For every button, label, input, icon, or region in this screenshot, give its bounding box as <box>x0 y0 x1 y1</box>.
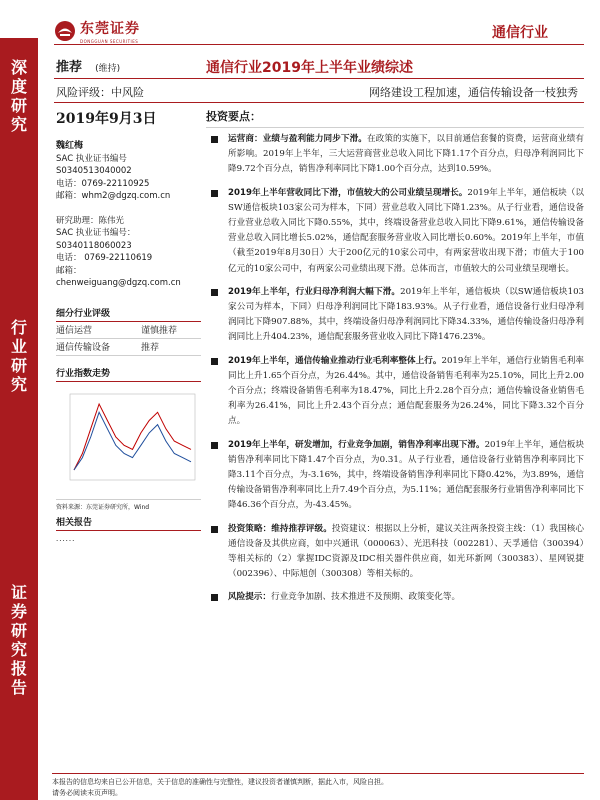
key-point-lead: 风险提示： <box>228 592 271 603</box>
side-strip <box>0 38 38 800</box>
bullet-icon <box>211 358 218 365</box>
bullet-icon <box>211 136 218 143</box>
sub-rating-name: 通信传输设备 <box>56 343 111 353</box>
side-label-securities-report: 证券研究报告 <box>10 583 27 697</box>
chart-series-line-1 <box>74 412 191 470</box>
analyst-cert: S0340513040002 <box>56 166 132 176</box>
brand-name-en: DONGGUAN SECURITIES <box>80 39 139 44</box>
title-divider <box>54 78 584 79</box>
related-reports-title: 相关报告 <box>56 515 201 531</box>
key-point-lead: 2019年上半年，研发增加，行业竞争加剧，销售净利率出现下滑。 <box>228 439 485 450</box>
related-reports-list: ...... <box>56 534 76 543</box>
footer-disclaimer: 本报告的信息均来自已公开信息，关于信息的准确性与完整性，建议投资者谨慎判断，据此入市，风险自担。 <box>52 778 388 786</box>
key-point-lead: 2019年上半年营收同比下滑，市值较大的公司业绩呈现增长。 <box>228 187 468 198</box>
key-points-column <box>206 104 584 606</box>
rating-maintain: (维持) <box>95 64 121 74</box>
brand-logo <box>54 18 140 44</box>
key-point-operators <box>206 132 584 178</box>
report-date: 2019年9月3日 <box>56 111 157 127</box>
bullet-icon <box>211 594 218 601</box>
analyst-email[interactable]: 邮箱：whm2@dgzq.com.cn <box>56 191 171 201</box>
assistant-cert: S0340118060023 <box>56 240 132 251</box>
assistant-name: 研究助理：陈伟光 <box>56 215 125 226</box>
key-point-gross-margin <box>206 354 584 430</box>
analyst-cert-label: SAC 执业证书编号 <box>56 153 127 164</box>
key-point-lead: 2019年上半年，通信传输业推动行业毛利率整体上行。 <box>228 355 442 366</box>
bullet-icon <box>211 442 218 449</box>
industry-label: 通信行业 <box>492 25 548 41</box>
side-label-deep-research: 深度研究 <box>10 58 27 134</box>
sub-rating-name: 通信运营 <box>56 326 93 336</box>
key-point-strategy <box>206 522 584 583</box>
left-column <box>56 104 201 543</box>
chart-series-line-0 <box>74 404 191 470</box>
key-points-title: 投资要点： <box>206 104 584 128</box>
page-footer <box>52 773 584 799</box>
index-trend-svg <box>56 386 201 496</box>
analyst-info <box>56 140 201 290</box>
key-point-text: 投资建议：根据以上分析，建议关注两条投资主线：（1）我国核心通信设备及其供应商，如中兴通讯（000063）、光迅科技（002281）、天孚通信（300394）等相关标的（2）掌握IDC资源及IDC相关器件供应商，如光环新网（300383）、星网锐捷（002396）、中际旭创（300308）等相关标的。 <box>228 523 584 580</box>
assistant-email-label: 邮箱： <box>56 265 82 276</box>
report-subtitle: 网络建设工程加速，通信传输设备一枝独秀 <box>369 86 578 99</box>
sub-rating-row <box>56 322 201 339</box>
key-point-text: 2019年上半年，通信板块（以SW通信板块103家公司为样本，下同）归母净利润同比下降183.93%。从子行业看，通信设备行业归母净利润同比下降907.88%，其中，终端设备归母净利润同比下降34.33%，通信传输设备归母净利润同比上升404.23%，通信配套服务营业收入同比下降1476.23%。 <box>228 286 585 343</box>
key-point-text: 行业竞争加剧、技术推进不及预期、政策变化等。 <box>270 592 461 603</box>
key-point-lead: 投资策略：维持推荐评级。 <box>228 523 332 534</box>
index-trend-chart <box>56 386 201 496</box>
bullet-icon <box>211 289 218 296</box>
bullet-icon <box>211 190 218 197</box>
key-point-risk <box>206 590 584 605</box>
subtitle-divider <box>54 102 584 103</box>
bullet-icon <box>211 526 218 533</box>
sub-rating-value: 谨慎推荐 <box>141 326 178 336</box>
chart-source: 资料来源：东莞证券研究所，Wind <box>56 499 201 511</box>
rating-row <box>56 56 120 75</box>
brand-name: 东莞证券 <box>80 21 140 37</box>
key-point-text: 2019年上半年，通信板块（以SW通信板块103家公司为样本，下同）营业总收入同比下降1.23%。从子行业看，通信设备行业营业总收入同比下降0.55%，其中，终端设备营业总收入同比下降9.61%，通信传输设备营业总收入同比增长5.02%，通信配套服务营业收入同比增长0.60%。2019年上半年，市值（截至2019年8月30日）大于200亿元的10家公司中，有两家营收出现下滑；市值大于100亿元的10家公司中，有两家公司业绩出现下滑。总体而言，市值较大的公司业绩呈现增长。 <box>228 187 585 274</box>
report-title: 通信行业2019年上半年业绩综述 <box>206 60 413 76</box>
key-point-text: 在政策的实施下，以目前通信套餐的资费，运营商业绩有所影响。2019年上半年，三大运营商营业总收入同比下降1.17个百分点，归母净利润同比下降9.72个百分点，销售净利率同比下降1.00个百分点，达到10.59%。 <box>228 134 584 175</box>
rating-label: 推荐 <box>56 60 83 75</box>
sub-rating-row <box>56 339 201 356</box>
brand-logo-icon <box>54 20 76 42</box>
analyst-tel: 电话：0769-22110925 <box>56 178 150 189</box>
chart-frame <box>70 394 195 480</box>
key-point-net-profit <box>206 285 584 346</box>
header-divider <box>54 44 584 45</box>
key-point-net-margin <box>206 438 584 514</box>
index-trend-title: 行业指数走势 <box>56 366 201 382</box>
key-point-lead: 运营商：业绩与盈利能力同步下滑。 <box>228 134 367 144</box>
assistant-email[interactable]: chenweiguang@dgzq.com.cn <box>56 278 181 288</box>
assistant-tel: 电话： 0769-22110619 <box>56 253 153 263</box>
key-point-text: 2019年上半年，通信板块销售净利率同比下降1.47个百分点，为0.31。从子行业看，通信设备行业销售净利率同比下降3.11个百分点，为-3.16%，其中，终端设备销售净利率同比下降0.42%，为3.89%，通信传输设备销售净利率同比上升7.49个百分点，为5.11%；通信配套服务行业销售净利率同比下降46.36个百分点，为-43.45%。 <box>228 439 584 511</box>
key-point-lead: 2019年上半年，行业归母净利润大幅下滑。 <box>228 286 401 297</box>
key-point-revenue <box>206 186 584 277</box>
assistant-cert-label: SAC 执业证书编号： <box>56 228 136 238</box>
risk-rating: 风险评级：中风险 <box>56 86 144 99</box>
sub-rating-title: 细分行业评级 <box>56 306 201 322</box>
footer-notice: 请务必阅读末页声明。 <box>52 789 122 797</box>
side-label-industry-research: 行业研究 <box>10 318 27 394</box>
analyst-name: 魏红梅 <box>56 141 84 151</box>
sub-rating-value: 推荐 <box>141 343 160 353</box>
key-point-text: 2019年上半年，通信行业销售毛利率同比上升1.65个百分点，为26.44%。其中，通信设备销售毛利率为25.10%，同比上升2.00个百分点；终端设备销售毛利率为18.47%，同比上升2.28个百分点；通信传输设备业销售毛利率为26.41%，同比上升2.43个百分点；通信配套服务为26.24%，同比下降3.32个百分点。 <box>228 355 584 427</box>
